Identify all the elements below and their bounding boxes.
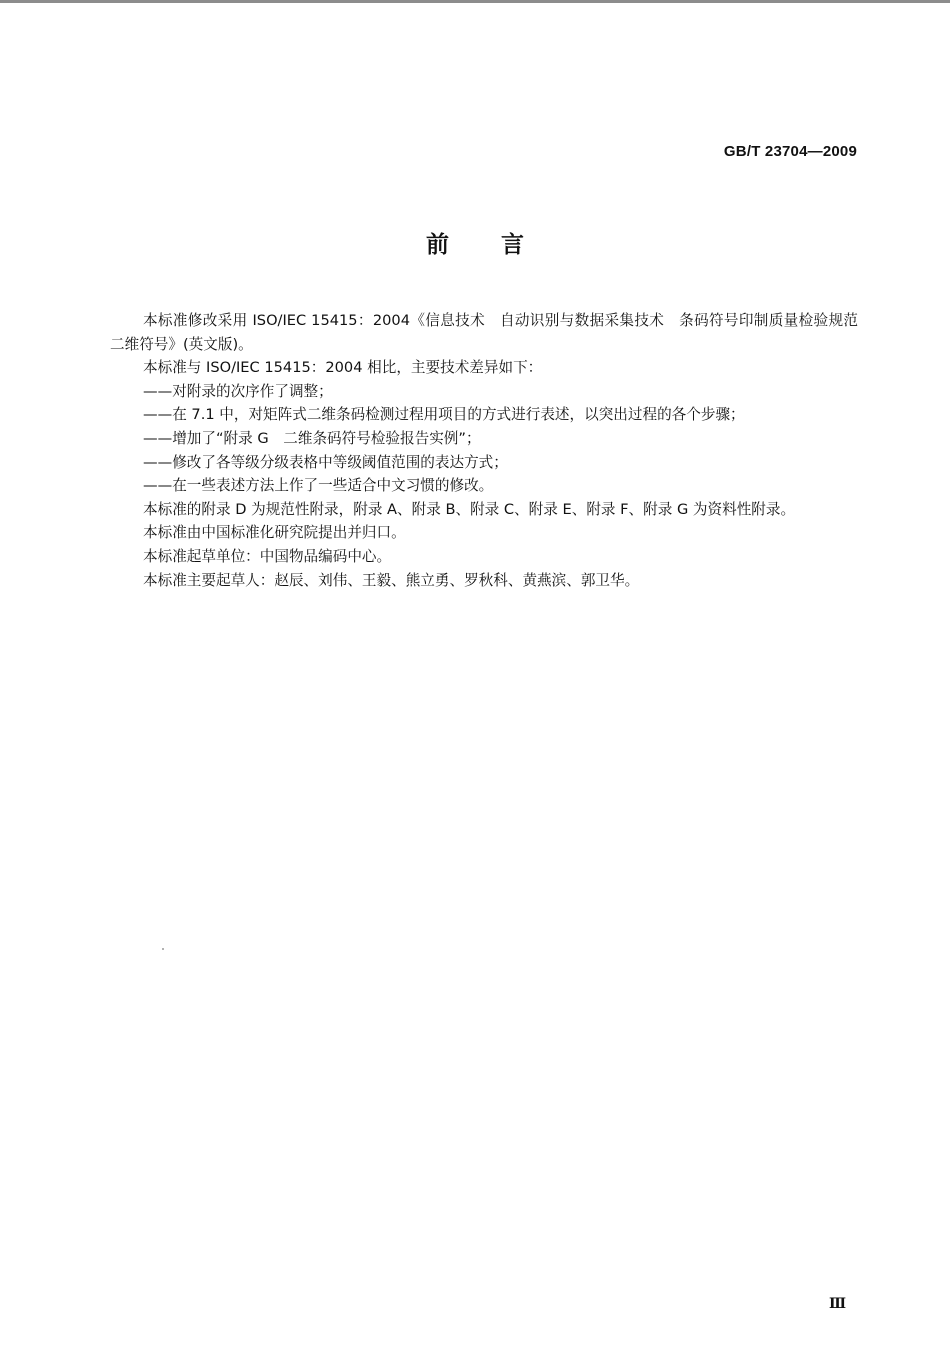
paragraph-differences-intro: 本标准与 ISO/IEC 15415：2004 相比，主要技术差异如下： [143, 359, 543, 377]
top-border-line [0, 0, 950, 3]
scan-speck [162, 948, 164, 950]
list-item-annex-g: ——增加了“附录 G 二维条码符号检验报告实例”； [143, 429, 481, 447]
list-item-annex-order: ——对附录的次序作了调整； [143, 382, 333, 400]
foreword-body [110, 309, 873, 592]
standard-code: GB/T 23704—2009 [723, 143, 857, 160]
paragraph-proposer: 本标准由中国标准化研究院提出并归口。 [143, 524, 406, 542]
list-item-clause-7-1: ——在 7.1 中，对矩阵式二维条码检测过程用项目的方式进行表述，以突出过程的各个步骤； [143, 406, 745, 424]
paragraph-drafters: 本标准主要起草人：赵辰、刘伟、王毅、熊立勇、罗秋科、黄燕滨、郭卫华。 [143, 571, 640, 589]
list-item-grade-tables: ——修改了各等级分级表格中等级阈值范围的表达方式； [143, 453, 508, 471]
paragraph-adoption: 本标准修改采用 ISO/IEC 15415：2004《信息技术 自动识别与数据采集技术 条码符号印制质量检验规范 二维符号》(英文版)。 [110, 312, 873, 353]
paragraph-annexes: 本标准的附录 D 为规范性附录，附录 A、附录 B、附录 C、附录 E、附录 F、附录 G 为资料性附录。 [143, 500, 796, 518]
paragraph-drafting-unit: 本标准起草单位：中国物品编码中心。 [143, 547, 392, 565]
page-title: 前言 [426, 232, 576, 258]
list-item-chinese-usage: ——在一些表述方法上作了一些适合中文习惯的修改。 [143, 477, 494, 495]
page-number: Ⅲ [828, 1296, 846, 1312]
